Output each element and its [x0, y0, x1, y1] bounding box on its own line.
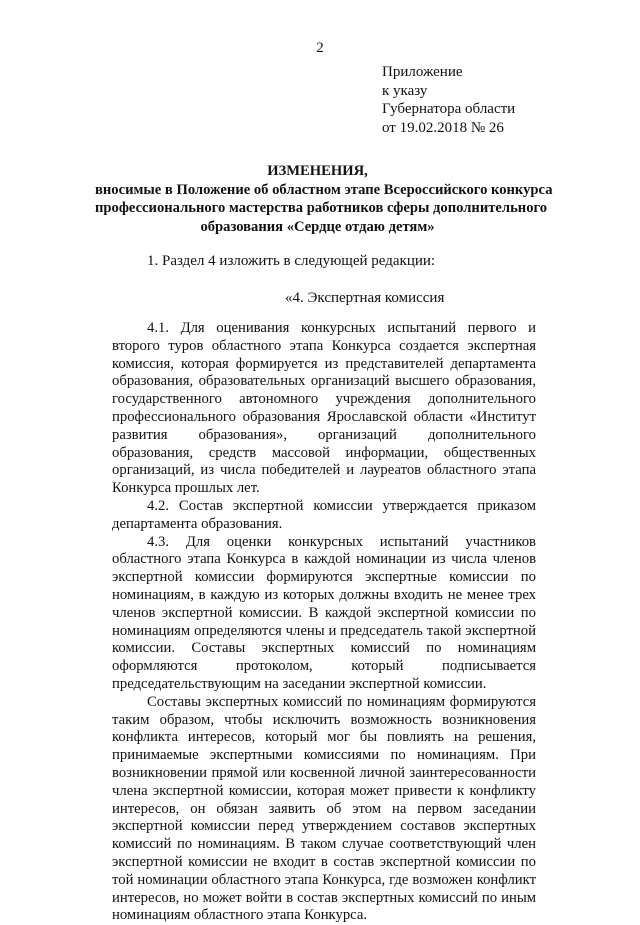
appendix-block	[382, 63, 515, 137]
heading-title: ИЗМЕНЕНИЯ,	[267, 163, 368, 179]
heading-line-1: вносимые в Положение об областном этапе Всероссийского конкурса	[95, 181, 553, 198]
section-title: «4. Экспертная комиссия	[285, 290, 445, 306]
paragraph-4-3: 4.3. Для оценки конкурсных испытаний участников областного этапа Конкурса в каждой номинации из числа членов экспертной комиссии формируются экспертные комиссии по номинациям, в каждую из которых должны входить не менее трех членов экспертной комиссии. В каждой экспертной комиссии по номинациям определяются члены и председатель такой экспертной комиссии. Составы экспертных комиссий по номинациям оформляются протоколом, который подписывается председательствующим на заседании экспертной комиссии.	[112, 533, 536, 692]
paragraph-4-1: 4.1. Для оценивания конкурсных испытаний первого и второго туров областного этапа Конкурса создается экспертная комиссия, которая формируется из представителей департамента образования, образовательных организаций высшего образования, государственного автономного учреждения дополнительного профессионального образования Ярославской области «Институт развития образования», организаций дополнительного образования, средств массовой информации, общественных организаций, из числа победителей и лауреатов областного этапа Конкурса прошлых лет.	[112, 320, 536, 497]
document-body	[112, 320, 536, 925]
item-1: 1. Раздел 4 изложить в следующей редакции:	[147, 253, 436, 269]
appendix-line-3: Губернатора области	[382, 101, 516, 117]
appendix-line-2: к указу	[382, 82, 428, 99]
paragraph-4-3-continued: Составы экспертных комиссий по номинациям формируются таким образом, чтобы исключить возможность возникновения конфликта интересов, который мог бы повлиять на решения, принимаемые экспертными комиссиями по номинациям. При возникновении прямой или косвенной личной заинтересованности члена экспертной комиссии, которая может привести к конфликту интересов, он обязан заявить об этом на первом заседании экспертной комиссии перед утверждением составов экспертных комиссий по номинациям. В таком случае соответствующий член экспертной комиссии не входит в состав экспертной комиссии по той номинации областного этапа Конкурса, где возможен конфликт интересов, но может войти в состав экспертных комиссий по иным номинациям областного этапа Конкурса.	[112, 693, 536, 924]
heading-line-2: профессионального мастерства работников сферы дополнительного	[95, 200, 548, 216]
appendix-line-1: Приложение	[382, 64, 463, 80]
document-heading	[95, 162, 553, 236]
heading-line-3: образования «Сердце отдаю детям»	[200, 218, 435, 235]
paragraph-4-2: 4.2. Состав экспертной комиссии утверждается приказом департамента образования.	[112, 497, 536, 532]
page-number: 2	[316, 40, 324, 56]
appendix-line-4: от 19.02.2018 № 26	[382, 119, 504, 136]
